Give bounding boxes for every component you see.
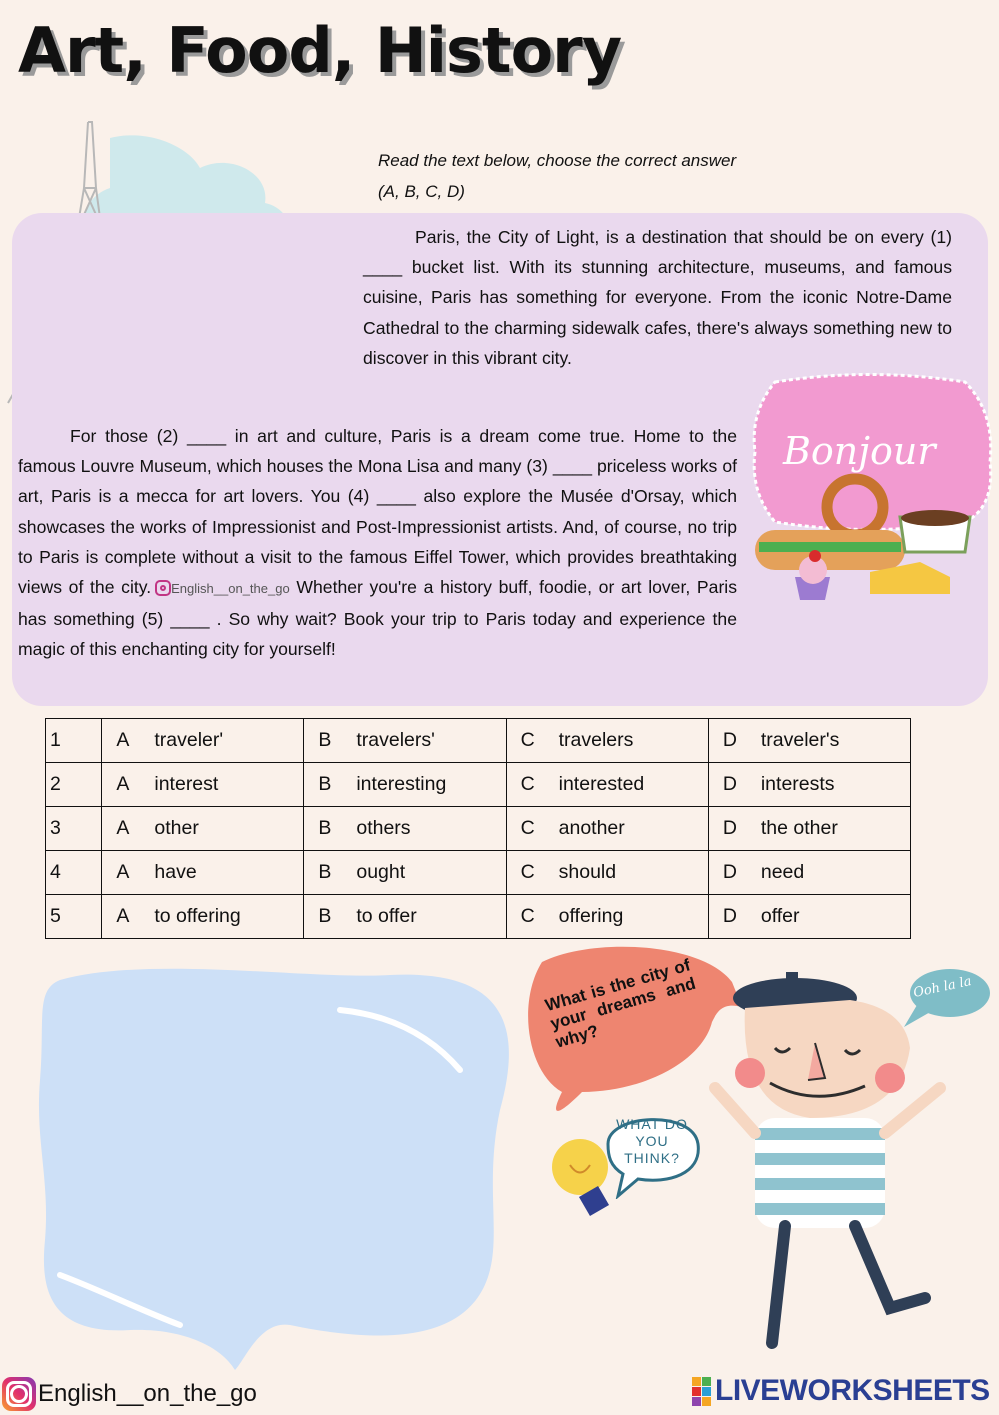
question-row [46, 807, 911, 851]
question-row [46, 895, 911, 939]
instagram-icon [155, 580, 171, 596]
passage-paragraph-1 [363, 222, 952, 373]
option-letter: B [318, 861, 332, 883]
question-number: 3 [46, 807, 102, 851]
answer-option-a[interactable] [102, 807, 304, 851]
answer-option-c[interactable] [506, 807, 708, 851]
question-number: 4 [46, 851, 102, 895]
option-letter: C [520, 861, 535, 883]
option-letter: B [318, 729, 332, 751]
option-text: others [356, 817, 411, 839]
answer-option-a[interactable] [102, 763, 304, 807]
option-letter: A [116, 729, 130, 751]
option-text: another [558, 817, 625, 839]
bonjour-right-text: Bonjour [783, 429, 936, 473]
option-text: traveler's [760, 729, 840, 751]
answer-option-b[interactable] [304, 851, 506, 895]
option-text: other [154, 817, 199, 839]
answer-option-c[interactable] [506, 895, 708, 939]
option-letter: D [722, 861, 737, 883]
liveworksheets-logo [692, 1374, 990, 1408]
option-letter: D [722, 817, 737, 839]
footer-handle-text: English__on_the_go [38, 1380, 257, 1407]
french-man-illustration [700, 968, 960, 1368]
question-row [46, 763, 911, 807]
option-text: travelers' [356, 729, 435, 751]
option-letter: C [520, 905, 535, 927]
answer-option-d[interactable] [708, 763, 910, 807]
option-text: interested [558, 773, 645, 795]
answer-option-c[interactable] [506, 851, 708, 895]
instructions: Read the text below, choose the correct answer (A, B, C, D) [378, 151, 737, 201]
question-row [46, 719, 911, 763]
answer-option-d[interactable] [708, 719, 910, 763]
option-text: offer [760, 905, 800, 927]
answer-table [45, 718, 911, 939]
answer-option-d[interactable] [708, 807, 910, 851]
option-letter: C [520, 729, 535, 751]
ooh-la-la-text: Ooh la la [912, 974, 973, 1001]
passage-text-2b: Whether you're a history buff, foodie, or art lover, Paris has something (5) ____ . So why wait? Book your trip to Paris today and experience the magic of this enchanting city for yourself! [18, 577, 738, 660]
question-number: 1 [46, 719, 102, 763]
option-letter: A [116, 817, 130, 839]
passage-text-2a: For those (2) ____ in art and culture, Paris is a dream come true. Home to the famous Louvre Museum, which houses the Mona Lisa and many (3) ____ priceless works of art, Paris is a mecca for art lovers. You (4) ____ also explore the Musée d'Orsay, which showcases the works of Impressionist and Post-Impressionist artists. And, of course, no trip to Paris is complete without a visit to the famous Eiffel Tower, which provides breathtaking views of the city. [18, 426, 737, 598]
option-text: need [760, 861, 805, 883]
liveworksheets-text: LIVEWORKSHEETS [715, 1374, 990, 1407]
option-text: offering [558, 905, 624, 927]
option-text: interesting [356, 773, 447, 795]
option-text: should [558, 861, 617, 883]
answer-option-b[interactable] [304, 807, 506, 851]
option-text: the other [760, 817, 838, 839]
option-letter: D [722, 729, 737, 751]
option-letter: D [722, 905, 737, 927]
option-letter: A [116, 905, 130, 927]
option-letter: A [116, 773, 130, 795]
inline-handle: English__on_the_go [171, 581, 290, 597]
answer-option-a[interactable] [102, 719, 304, 763]
think-bubble-text: WHAT DO YOU THINK? [616, 1116, 688, 1166]
answer-option-d[interactable] [708, 895, 910, 939]
option-text: travelers [558, 729, 634, 751]
passage-paragraph-2 [18, 421, 737, 665]
option-letter: C [520, 817, 535, 839]
option-letter: A [116, 861, 130, 883]
liveworksheets-mark-icon [692, 1377, 711, 1406]
footer-handle [2, 1377, 257, 1411]
option-text: have [154, 861, 197, 883]
option-text: interests [760, 773, 835, 795]
option-letter: D [722, 773, 737, 795]
question-number: 5 [46, 895, 102, 939]
answer-option-a[interactable] [102, 851, 304, 895]
answer-option-d[interactable] [708, 851, 910, 895]
answer-option-c[interactable] [506, 719, 708, 763]
answer-option-b[interactable] [304, 895, 506, 939]
question-row [46, 851, 911, 895]
passage-text-1: Paris, the City of Light, is a destination that should be on every (1) ____ bucket list. With its stunning architecture, museums, and famous cuisine, Paris has something for everyone. From the iconic Notre-Dame Cathedral to the charming sidewalk cafes, there's always something new to discover in this vibrant city. [363, 227, 952, 368]
option-text: to offering [154, 905, 241, 927]
option-text: ought [356, 861, 406, 883]
option-text: interest [154, 773, 219, 795]
answer-writing-area[interactable] [30, 960, 515, 1390]
bonjour-food-illustration [745, 372, 999, 604]
answer-option-b[interactable] [304, 763, 506, 807]
option-text: to offer [356, 905, 417, 927]
instagram-icon [2, 1377, 36, 1411]
answer-option-c[interactable] [506, 763, 708, 807]
answer-option-a[interactable] [102, 895, 304, 939]
option-text: traveler' [154, 729, 224, 751]
page-title: Art, Food, History [18, 14, 622, 87]
answer-option-b[interactable] [304, 719, 506, 763]
question-number: 2 [46, 763, 102, 807]
speech-bubble-text: What is the city of your dreams and why? [543, 955, 698, 1052]
option-letter: B [318, 773, 332, 795]
option-letter: B [318, 905, 332, 927]
option-letter: C [520, 773, 535, 795]
option-letter: B [318, 817, 332, 839]
